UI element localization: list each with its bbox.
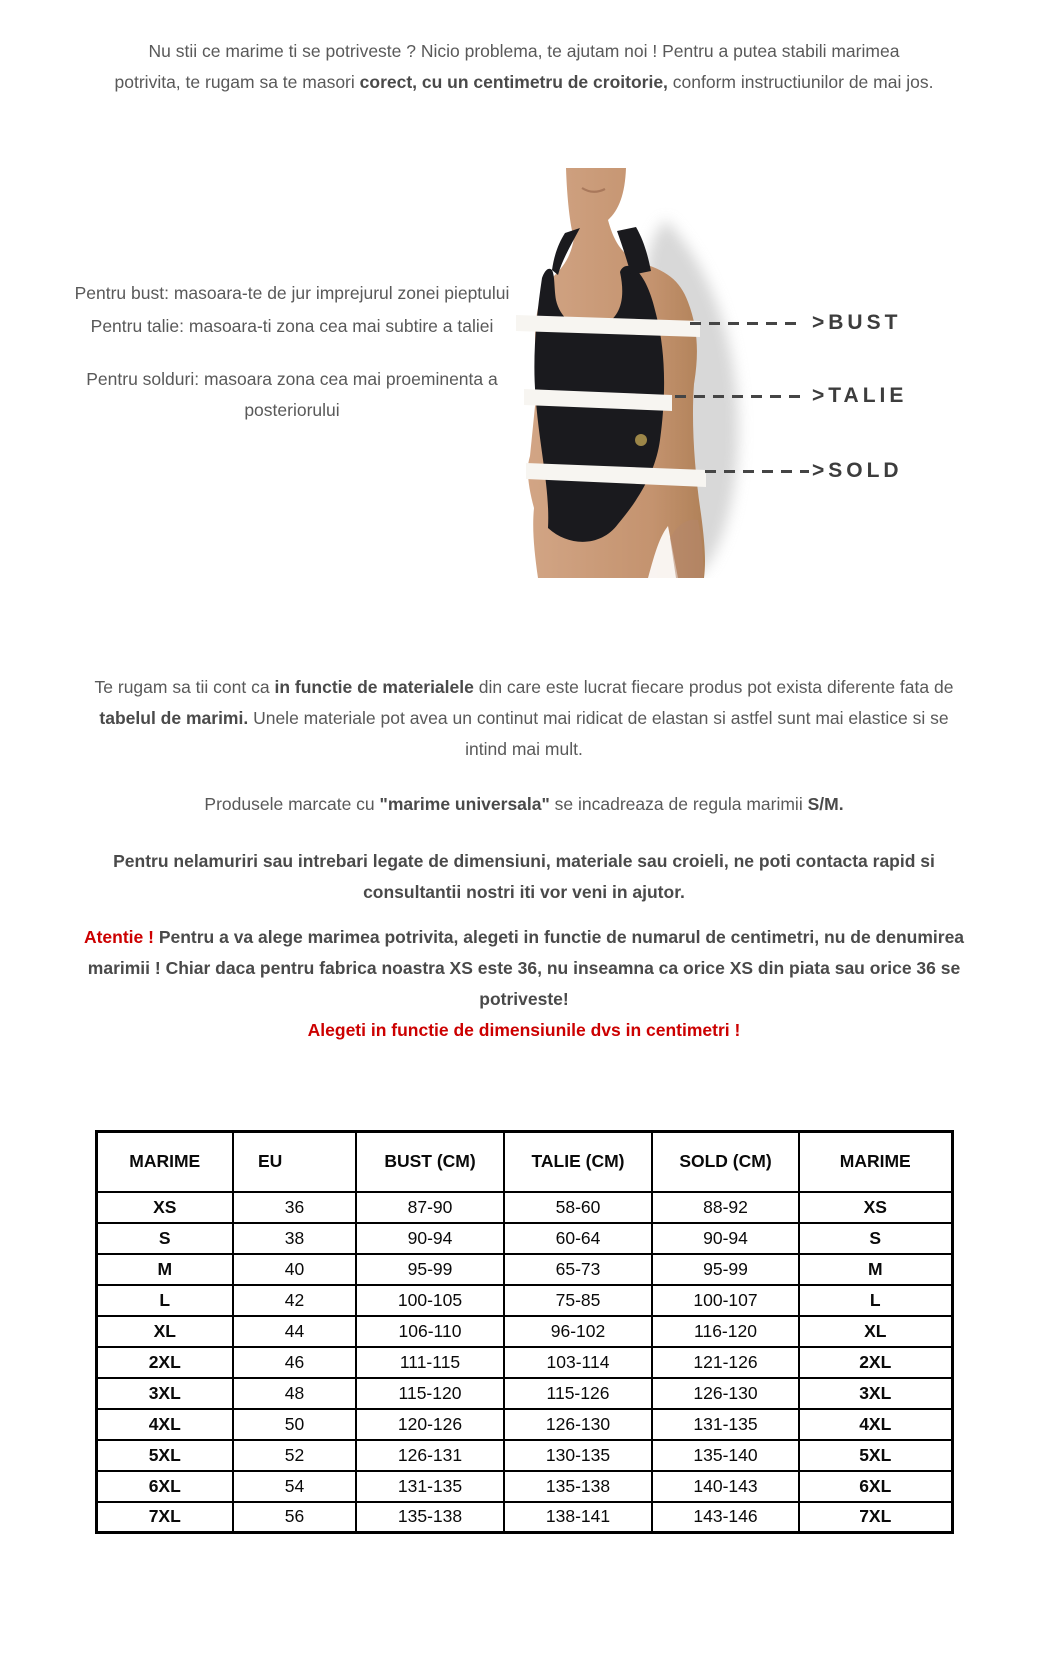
- header-bust: BUST (CM): [356, 1132, 504, 1192]
- text-segment: Nu stii ce marime ti se potriveste ? Nicio problema, te ajutam noi ! Pentru a putea stabili marimea potrivita, te rugam sa te masori: [114, 41, 900, 92]
- size-table-cell: 131-135: [356, 1471, 504, 1502]
- warning-cta: Alegeti in functie de dimensiunile dvs in centimetri !: [307, 1020, 741, 1040]
- intro-paragraph: [114, 36, 934, 98]
- materials-note: [84, 672, 964, 765]
- size-table-row: [96, 1316, 952, 1347]
- solduri-instruction: Pentru solduri: masoara zona cea mai proeminenta a posteriorului: [86, 369, 498, 420]
- measuring-instructions: [62, 278, 522, 426]
- size-table-cell: 2XL: [799, 1347, 952, 1378]
- size-table-cell: 115-120: [356, 1378, 504, 1409]
- size-table-cell: XS: [96, 1192, 233, 1223]
- size-table-cell: 131-135: [652, 1409, 799, 1440]
- size-table-cell: 7XL: [799, 1502, 952, 1533]
- size-table-cell: 135-138: [356, 1502, 504, 1533]
- header-sold: SOLD (CM): [652, 1132, 799, 1192]
- size-table-cell: 54: [233, 1471, 356, 1502]
- size-table-cell: 48: [233, 1378, 356, 1409]
- size-table-cell: 106-110: [356, 1316, 504, 1347]
- text-segment: S/M.: [807, 794, 844, 814]
- size-table-cell: 46: [233, 1347, 356, 1378]
- size-table-cell: 65-73: [504, 1254, 652, 1285]
- bust-dash-line: [690, 322, 802, 325]
- size-table-cell: 3XL: [96, 1378, 233, 1409]
- size-table-cell: 3XL: [799, 1378, 952, 1409]
- size-table-cell: 5XL: [799, 1440, 952, 1471]
- header-row: [96, 1132, 952, 1192]
- size-table-cell: 6XL: [96, 1471, 233, 1502]
- size-table-cell: 90-94: [356, 1223, 504, 1254]
- size-table-row: [96, 1254, 952, 1285]
- size-table-cell: 100-105: [356, 1285, 504, 1316]
- size-table-cell: 126-131: [356, 1440, 504, 1471]
- size-table-cell: 88-92: [652, 1192, 799, 1223]
- size-table-cell: 140-143: [652, 1471, 799, 1502]
- header-marime-right: MARIME: [799, 1132, 952, 1192]
- size-table-row: [96, 1409, 952, 1440]
- talie-label: >TALIE: [812, 384, 908, 407]
- size-table-cell: 4XL: [96, 1409, 233, 1440]
- size-table-row: [96, 1502, 952, 1533]
- size-table-cell: 50: [233, 1409, 356, 1440]
- size-table-cell: 121-126: [652, 1347, 799, 1378]
- size-table-cell: 138-141: [504, 1502, 652, 1533]
- text-segment: conform instructiunilor de mai jos.: [667, 72, 934, 92]
- size-table-cell: 7XL: [96, 1502, 233, 1533]
- size-table-cell: 95-99: [652, 1254, 799, 1285]
- size-table-cell: XS: [799, 1192, 952, 1223]
- size-table-cell: 116-120: [652, 1316, 799, 1347]
- size-table-row: [96, 1347, 952, 1378]
- size-table-row: [96, 1471, 952, 1502]
- size-table-cell: 42: [233, 1285, 356, 1316]
- text-segment: Atentie !: [83, 927, 154, 947]
- size-table-cell: 36: [233, 1192, 356, 1223]
- text-segment: "marime universala": [379, 794, 550, 814]
- talie-instruction: Pentru talie: masoara-ti zona cea mai subtire a taliei: [90, 316, 494, 336]
- universal-size-note: [144, 789, 904, 820]
- size-table-cell: 103-114: [504, 1347, 652, 1378]
- text-segment: Te rugam sa tii cont ca: [94, 677, 275, 697]
- size-table-cell: 38: [233, 1223, 356, 1254]
- size-table-cell: 60-64: [504, 1223, 652, 1254]
- size-table-cell: 75-85: [504, 1285, 652, 1316]
- size-table-cell: 58-60: [504, 1192, 652, 1223]
- size-table-cell: 95-99: [356, 1254, 504, 1285]
- text-segment: Produsele marcate cu: [204, 794, 380, 814]
- header-marime-left: MARIME: [96, 1132, 233, 1192]
- size-table-cell: 4XL: [799, 1409, 952, 1440]
- size-table-cell: 52: [233, 1440, 356, 1471]
- text-segment: tabelul de marimi.: [99, 708, 249, 728]
- size-table-cell: 135-138: [504, 1471, 652, 1502]
- size-table-cell: 143-146: [652, 1502, 799, 1533]
- contact-note: Pentru nelamuriri sau intrebari legate de dimensiuni, materiale sau croieli, ne poti contacta rapid si consultantii nostri iti vor veni in ajutor.: [113, 851, 935, 902]
- size-table-cell: 87-90: [356, 1192, 504, 1223]
- size-table-cell: 40: [233, 1254, 356, 1285]
- size-table-cell: S: [96, 1223, 233, 1254]
- text-segment: Unele materiale pot avea un continut mai ridicat de elastan si astfel sunt mai elastice si se intind mai mult.: [248, 708, 949, 759]
- bust-label: >BUST: [812, 311, 902, 334]
- size-table-cell: S: [799, 1223, 952, 1254]
- header-talie: TALIE (CM): [504, 1132, 652, 1192]
- size-table-cell: 5XL: [96, 1440, 233, 1471]
- size-table-cell: 135-140: [652, 1440, 799, 1471]
- size-table-cell: 56: [233, 1502, 356, 1533]
- size-table-cell: 126-130: [504, 1409, 652, 1440]
- sold-label: >SOLD: [812, 459, 903, 482]
- header-eu: EU: [233, 1132, 356, 1192]
- size-table-cell: 90-94: [652, 1223, 799, 1254]
- gold-logo: [635, 434, 647, 446]
- size-table-cell: XL: [96, 1316, 233, 1347]
- size-table-cell: 100-107: [652, 1285, 799, 1316]
- talie-dash-line: [675, 395, 805, 398]
- size-table-body: [96, 1192, 952, 1533]
- size-table-cell: 111-115: [356, 1347, 504, 1378]
- size-table-cell: M: [96, 1254, 233, 1285]
- size-table-cell: 2XL: [96, 1347, 233, 1378]
- bust-instruction: Pentru bust: masoara-te de jur imprejurul zonei pieptului: [74, 283, 510, 303]
- text-segment: corect, cu un centimetru de croitorie,: [359, 72, 668, 92]
- swimsuit-model-image: [508, 168, 768, 578]
- size-table-cell: L: [799, 1285, 952, 1316]
- measurement-diagram-section: [0, 102, 1048, 578]
- text-segment: din care este lucrat fiecare produs pot exista diferente fata de: [473, 677, 954, 697]
- size-table-cell: 120-126: [356, 1409, 504, 1440]
- text-segment: se incadreaza de regula marimii: [549, 794, 808, 814]
- size-table-row: [96, 1285, 952, 1316]
- size-table-row: [96, 1440, 952, 1471]
- text-segment: in functie de materialele: [274, 677, 474, 697]
- warning-paragraph: [74, 922, 974, 1015]
- size-table-row: [96, 1223, 952, 1254]
- size-table-cell: 96-102: [504, 1316, 652, 1347]
- size-table-header: [96, 1132, 952, 1192]
- size-table-row: [96, 1378, 952, 1409]
- size-table-cell: 115-126: [504, 1378, 652, 1409]
- size-table-cell: L: [96, 1285, 233, 1316]
- size-table-cell: 6XL: [799, 1471, 952, 1502]
- size-table-cell: 44: [233, 1316, 356, 1347]
- size-table-cell: 126-130: [652, 1378, 799, 1409]
- size-table: [95, 1130, 954, 1534]
- size-table-cell: 130-135: [504, 1440, 652, 1471]
- size-table-row: [96, 1192, 952, 1223]
- text-segment: Pentru a va alege marimea potrivita, alegeti in functie de numarul de centimetri, nu de denumirea marimii ! Chiar daca pentru fabrica noastra XS este 36, nu inseamna ca orice XS din piata sau orice 36 se potriveste!: [87, 927, 965, 1009]
- size-table-cell: M: [799, 1254, 952, 1285]
- sold-dash-line: [705, 470, 809, 473]
- size-table-cell: XL: [799, 1316, 952, 1347]
